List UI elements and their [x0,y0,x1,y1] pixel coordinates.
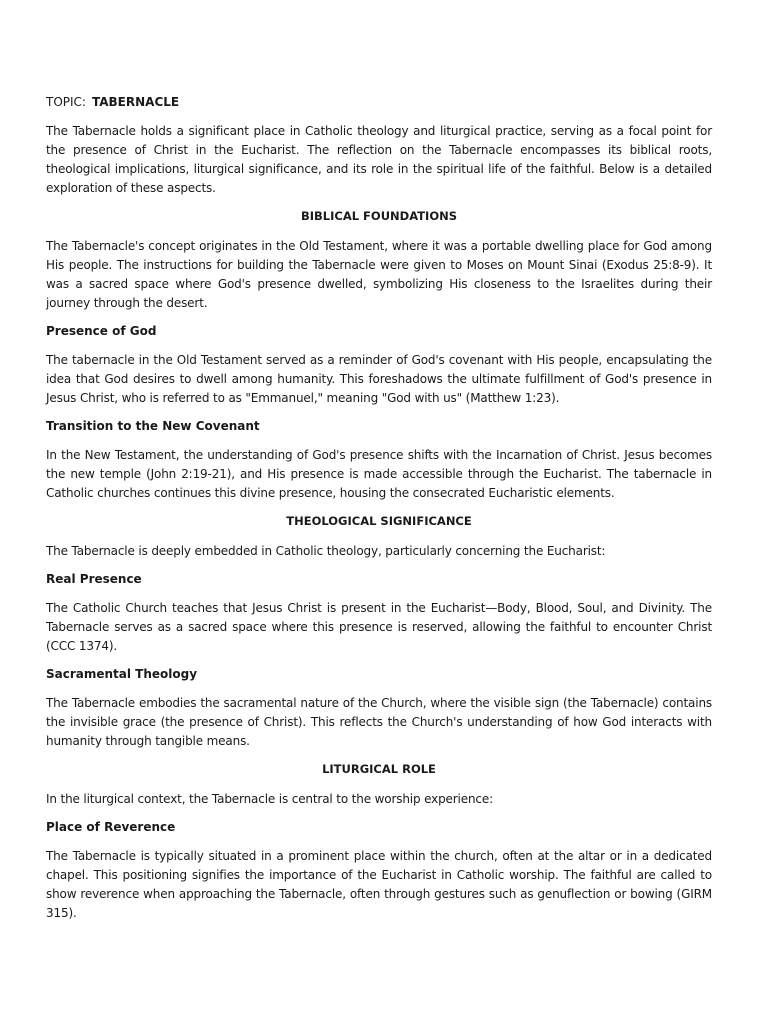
theological-paragraph: The Tabernacle is deeply embedded in Catholic theology, particularly concerning the Eucharist: [46,544,606,558]
subheading-transition: Transition to the New Covenant [46,419,260,433]
subheading-sacramental-theology: Sacramental Theology [46,667,198,681]
subheading-place-of-reverence: Place of Reverence [46,820,176,834]
sacramental-paragraph: The Tabernacle embodies the sacramental nature of the Church, where the visible sign (the Tabernacle) contains the invisible grace (the presence of Christ). This reflects the Church's understanding of how God interacts with humanity through tangible means. [46,696,712,748]
subheading-presence-of-god: Presence of God [46,324,157,338]
section-heading-liturgical: LITURGICAL ROLE [322,762,436,776]
transition-paragraph: In the New Testament, the understanding of God's presence shifts with the Incarnation of Christ. Jesus becomes the new temple (John 2:19-21), and His presence is made accessible through the Eucharist. The tabernacle in Catholic churches continues this divine presence, housing the consecrated Eucharistic elements. [46,448,712,500]
reverence-paragraph: The Tabernacle is typically situated in a prominent place within the church, often at the altar or in a dedicated chapel. This positioning signifies the importance of the Eucharist in Catholic worship. The faithful are called to show reverence when approaching the Tabernacle, often through gestures such as genuflection or bowing (GIRM 315). [46,849,712,920]
real-presence-paragraph: The Catholic Church teaches that Jesus Christ is present in the Eucharist—Body, Blood, Soul, and Divinity. The Tabernacle serves as a sacred space where this presence is reserved, allowing the faithful to encounter Christ (CCC 1374). [46,601,712,653]
topic-value: TABERNACLE [91,95,180,109]
section-heading-biblical: BIBLICAL FOUNDATIONS [300,209,458,223]
topic-line [46,94,712,111]
subheading-real-presence: Real Presence [46,572,142,586]
section-heading-theological: THEOLOGICAL SIGNIFICANCE [286,514,472,528]
intro-paragraph: The Tabernacle holds a significant place in Catholic theology and liturgical practice, serving as a focal point for the presence of Christ in the Eucharist. The reflection on the Tabernacle encompasses its biblical roots, theological implications, liturgical significance, and its role in the spiritual life of the faithful. Below is a detailed exploration of these aspects. [46,124,712,195]
biblical-paragraph: The Tabernacle's concept originates in the Old Testament, where it was a portable dwelling place for God among His people. The instructions for building the Tabernacle were given to Moses on Mount Sinai (Exodus 25:8-9). It was a sacred space where God's presence dwelled, symbolizing His closeness to the Israelites during their journey through the desert. [46,239,712,310]
presence-paragraph: The tabernacle in the Old Testament served as a reminder of God's covenant with His people, encapsulating the idea that God desires to dwell among humanity. This foreshadows the ultimate fulfillment of God's presence in Jesus Christ, who is referred to as "Emmanuel," meaning "God with us" (Matthew 1:23). [46,353,712,405]
liturgical-paragraph: In the liturgical context, the Tabernacle is central to the worship experience: [46,792,494,806]
topic-label: TOPIC: [46,95,86,109]
